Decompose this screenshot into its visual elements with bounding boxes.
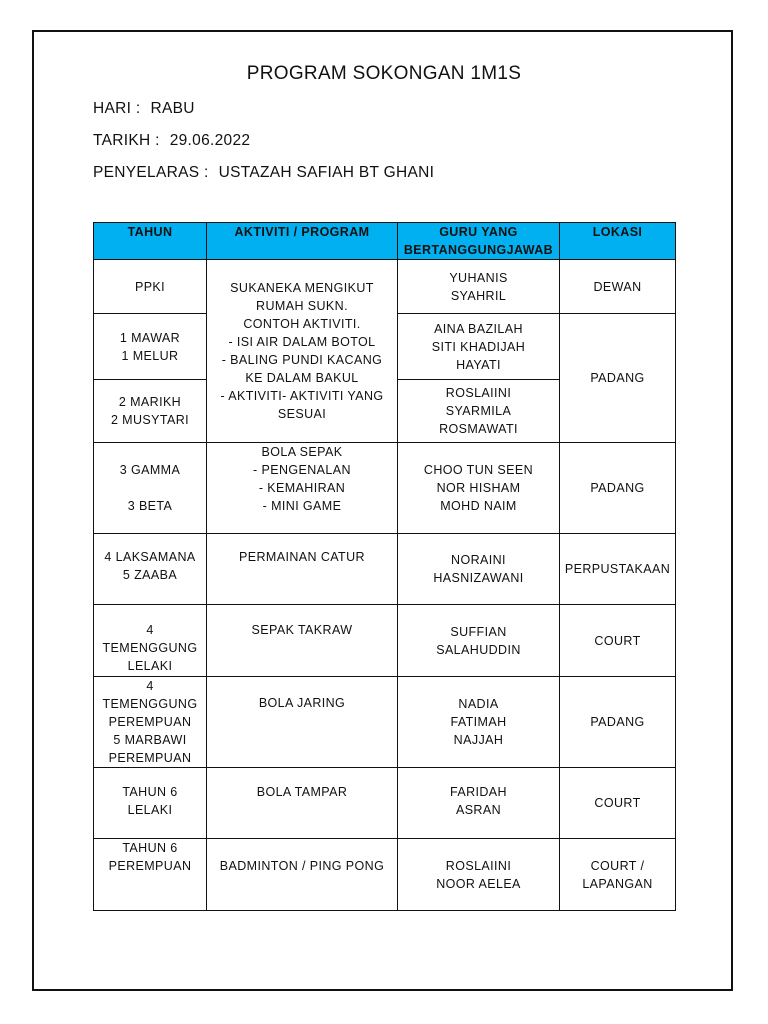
cell-aktiviti: BADMINTON / PING PONG [207,839,398,911]
cell-guru: ROSLAIINI SYARMILA ROSMAWATI [398,380,560,443]
cell-lokasi: COURT [560,605,676,677]
cell-guru: CHOO TUN SEEN NOR HISHAM MOHD NAIM [398,443,560,534]
header-guru: GURU YANG BERTANGGUNGJAWAB [398,223,560,260]
cell-guru: FARIDAH ASRAN [398,768,560,839]
cell-lokasi: COURT / LAPANGAN [560,839,676,911]
coordinator-label: PENYELARAS : [93,164,209,181]
cell-tahun: 2 MARIKH 2 MUSYTARI [94,380,207,443]
info-day [93,100,195,118]
cell-aktiviti: BOLA JARING [207,677,398,768]
cell-guru: YUHANIS SYAHRIL [398,260,560,314]
cell-aktiviti: SUKANEKA MENGIKUT RUMAH SUKN. CONTOH AKTIVITI. - ISI AIR DALAM BOTOL - BALING PUNDI KACANG KE DALAM BAKUL - AKTIVITI- AKTIVITI YANG SESUAI [207,260,398,443]
cell-guru: ROSLAIINI NOOR AELEA [398,839,560,911]
table-row [94,534,676,605]
cell-lokasi: PADANG [560,443,676,534]
header-tahun: TAHUN [94,223,207,260]
cell-lokasi: PERPUSTAKAAN [560,534,676,605]
cell-tahun: 1 MAWAR 1 MELUR [94,314,207,380]
header-lokasi: LOKASI [560,223,676,260]
cell-tahun: PPKI [94,260,207,314]
table-row [94,677,676,768]
date-label: TARIKH : [93,132,160,149]
cell-tahun: 3 GAMMA 3 BETA [94,443,207,534]
table-row [94,768,676,839]
info-date [93,132,250,150]
table-row [94,443,676,534]
cell-guru: NADIA FATIMAH NAJJAH [398,677,560,768]
cell-lokasi: DEWAN [560,260,676,314]
cell-tahun: 4 TEMENGGUNG PEREMPUAN 5 MARBAWI PEREMPUAN [94,677,207,768]
cell-guru: SUFFIAN SALAHUDDIN [398,605,560,677]
cell-tahun: TAHUN 6 LELAKI [94,768,207,839]
cell-guru: AINA BAZILAH SITI KHADIJAH HAYATI [398,314,560,380]
cell-aktiviti: BOLA SEPAK - PENGENALAN - KEMAHIRAN - MINI GAME [207,443,398,534]
cell-aktiviti: PERMAINAN CATUR [207,534,398,605]
page-title: PROGRAM SOKONGAN 1M1S [246,63,522,84]
table-row [94,839,676,911]
day-label: HARI : [93,100,141,117]
cell-tahun: 4 LAKSAMANA 5 ZAABA [94,534,207,605]
cell-guru: NORAINI HASNIZAWANI [398,534,560,605]
header-row [94,223,676,260]
date-value: 29.06.2022 [169,132,251,149]
header-aktiviti: AKTIVITI / PROGRAM [207,223,398,260]
cell-lokasi: PADANG [560,314,676,443]
cell-tahun: TAHUN 6 PEREMPUAN [94,839,207,911]
cell-lokasi: COURT [560,768,676,839]
schedule-table [93,222,676,911]
cell-aktiviti: SEPAK TAKRAW [207,605,398,677]
cell-tahun: 4 TEMENGGUNG LELAKI [94,605,207,677]
cell-lokasi: PADANG [560,677,676,768]
cell-aktiviti: BOLA TAMPAR [207,768,398,839]
info-coordinator [93,164,434,182]
day-value: RABU [150,100,195,117]
table-row [94,260,676,314]
coordinator-value: USTAZAH SAFIAH BT GHANI [218,164,435,181]
table-row [94,605,676,677]
